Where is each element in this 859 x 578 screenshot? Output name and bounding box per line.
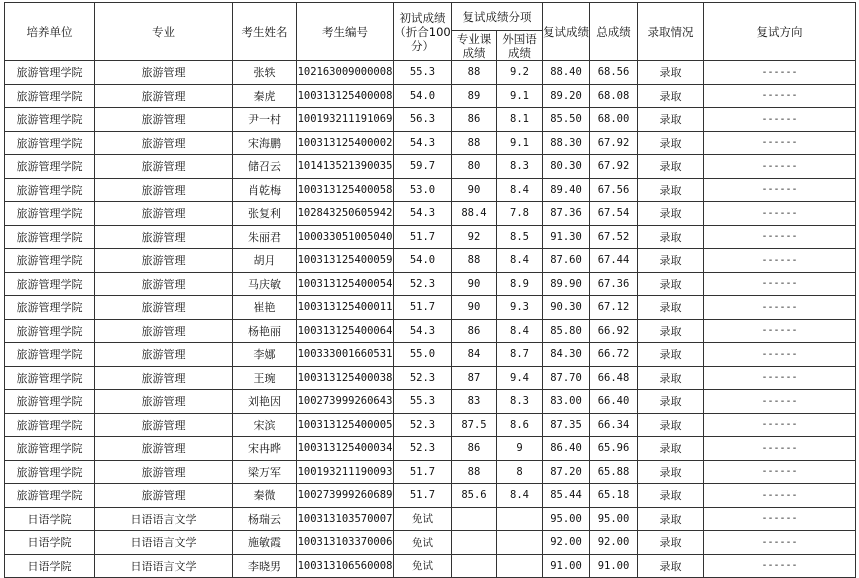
cell-foreign-score <box>497 507 543 531</box>
cell-retest-direction: ------ <box>704 296 856 320</box>
cell-initial-score: 54.3 <box>394 131 452 155</box>
cell-total-score: 92.00 <box>590 531 638 555</box>
cell-retest-score: 80.30 <box>543 155 590 179</box>
cell-foreign-score: 8.6 <box>497 413 543 437</box>
cell-retest-direction: ------ <box>704 249 856 273</box>
cell-admission-status: 录取 <box>638 108 704 132</box>
cell-initial-score: 51.7 <box>394 484 452 508</box>
cell-initial-score: 56.3 <box>394 108 452 132</box>
cell-major: 旅游管理 <box>95 460 233 484</box>
cell-professional-score: 89 <box>452 84 497 108</box>
cell-total-score: 66.92 <box>590 319 638 343</box>
table-row <box>5 484 856 508</box>
cell-unit: 旅游管理学院 <box>5 343 95 367</box>
cell-admission-status: 录取 <box>638 554 704 578</box>
cell-total-score: 67.54 <box>590 202 638 226</box>
cell-unit: 旅游管理学院 <box>5 178 95 202</box>
cell-candidate-name: 宋冉晔 <box>233 437 297 461</box>
cell-initial-score: 54.0 <box>394 249 452 273</box>
header-foreign-score: 外国语成绩 <box>497 31 543 61</box>
cell-unit: 旅游管理学院 <box>5 131 95 155</box>
cell-candidate-name: 张轶 <box>233 61 297 85</box>
cell-initial-score: 免试 <box>394 507 452 531</box>
cell-major: 日语语言文学 <box>95 507 233 531</box>
cell-retest-score: 85.44 <box>543 484 590 508</box>
table-row <box>5 296 856 320</box>
cell-candidate-number: 101413521390035 <box>297 155 394 179</box>
cell-candidate-number: 100193211190093 <box>297 460 394 484</box>
cell-foreign-score: 8.3 <box>497 155 543 179</box>
cell-professional-score: 88 <box>452 460 497 484</box>
cell-major: 旅游管理 <box>95 272 233 296</box>
cell-foreign-score: 8.1 <box>497 108 543 132</box>
cell-candidate-number: 100313125400005 <box>297 413 394 437</box>
cell-initial-score: 54.0 <box>394 84 452 108</box>
header-retest-score: 复试成绩 <box>543 3 590 61</box>
cell-retest-direction: ------ <box>704 155 856 179</box>
cell-foreign-score: 8 <box>497 460 543 484</box>
cell-foreign-score <box>497 531 543 555</box>
cell-total-score: 91.00 <box>590 554 638 578</box>
cell-candidate-number: 100333001660531 <box>297 343 394 367</box>
cell-professional-score <box>452 554 497 578</box>
cell-major: 旅游管理 <box>95 366 233 390</box>
cell-admission-status: 录取 <box>638 131 704 155</box>
cell-retest-direction: ------ <box>704 61 856 85</box>
table-row <box>5 84 856 108</box>
cell-total-score: 66.40 <box>590 390 638 414</box>
table-row <box>5 366 856 390</box>
cell-unit: 旅游管理学院 <box>5 61 95 85</box>
header-major: 专业 <box>95 3 233 61</box>
cell-major: 旅游管理 <box>95 155 233 179</box>
table-row <box>5 554 856 578</box>
cell-admission-status: 录取 <box>638 84 704 108</box>
cell-total-score: 67.56 <box>590 178 638 202</box>
cell-initial-score: 54.3 <box>394 202 452 226</box>
cell-foreign-score: 8.4 <box>497 319 543 343</box>
table-row <box>5 437 856 461</box>
cell-major: 旅游管理 <box>95 390 233 414</box>
cell-admission-status: 录取 <box>638 460 704 484</box>
cell-major: 旅游管理 <box>95 413 233 437</box>
cell-retest-direction: ------ <box>704 531 856 555</box>
table-row <box>5 178 856 202</box>
cell-retest-score: 83.00 <box>543 390 590 414</box>
cell-initial-score: 59.7 <box>394 155 452 179</box>
cell-unit: 日语学院 <box>5 531 95 555</box>
cell-total-score: 65.18 <box>590 484 638 508</box>
cell-professional-score: 88 <box>452 249 497 273</box>
table-row <box>5 343 856 367</box>
cell-candidate-name: 杨艳丽 <box>233 319 297 343</box>
cell-major: 旅游管理 <box>95 61 233 85</box>
cell-candidate-number: 100313125400011 <box>297 296 394 320</box>
cell-candidate-name: 李娜 <box>233 343 297 367</box>
cell-retest-score: 88.30 <box>543 131 590 155</box>
cell-retest-direction: ------ <box>704 178 856 202</box>
cell-foreign-score: 9.2 <box>497 61 543 85</box>
cell-retest-score: 86.40 <box>543 437 590 461</box>
cell-foreign-score: 7.8 <box>497 202 543 226</box>
cell-unit: 旅游管理学院 <box>5 296 95 320</box>
cell-major: 旅游管理 <box>95 131 233 155</box>
table-row <box>5 225 856 249</box>
cell-candidate-name: 储召云 <box>233 155 297 179</box>
cell-professional-score <box>452 531 497 555</box>
cell-initial-score: 53.0 <box>394 178 452 202</box>
cell-initial-score: 55.3 <box>394 61 452 85</box>
cell-major: 旅游管理 <box>95 225 233 249</box>
cell-retest-direction: ------ <box>704 225 856 249</box>
cell-foreign-score: 8.7 <box>497 343 543 367</box>
cell-major: 日语语言文学 <box>95 554 233 578</box>
cell-retest-direction: ------ <box>704 507 856 531</box>
cell-foreign-score: 8.3 <box>497 390 543 414</box>
cell-initial-score: 52.3 <box>394 366 452 390</box>
cell-candidate-number: 100313125400054 <box>297 272 394 296</box>
cell-professional-score: 88 <box>452 61 497 85</box>
cell-unit: 旅游管理学院 <box>5 249 95 273</box>
cell-total-score: 68.08 <box>590 84 638 108</box>
cell-admission-status: 录取 <box>638 366 704 390</box>
cell-candidate-number: 100313125400059 <box>297 249 394 273</box>
cell-candidate-name: 肖乾梅 <box>233 178 297 202</box>
cell-admission-status: 录取 <box>638 61 704 85</box>
cell-total-score: 67.36 <box>590 272 638 296</box>
cell-retest-score: 87.60 <box>543 249 590 273</box>
cell-candidate-name: 马庆敏 <box>233 272 297 296</box>
cell-retest-direction: ------ <box>704 460 856 484</box>
cell-professional-score: 88 <box>452 131 497 155</box>
cell-total-score: 67.92 <box>590 155 638 179</box>
cell-professional-score: 80 <box>452 155 497 179</box>
cell-total-score: 67.12 <box>590 296 638 320</box>
cell-major: 旅游管理 <box>95 296 233 320</box>
cell-candidate-name: 朱丽君 <box>233 225 297 249</box>
cell-candidate-number: 100313125400064 <box>297 319 394 343</box>
cell-admission-status: 录取 <box>638 343 704 367</box>
cell-candidate-name: 秦虎 <box>233 84 297 108</box>
cell-candidate-number: 100313106560008 <box>297 554 394 578</box>
cell-candidate-name: 宋滨 <box>233 413 297 437</box>
cell-initial-score: 52.3 <box>394 413 452 437</box>
table-header <box>5 3 856 61</box>
cell-admission-status: 录取 <box>638 249 704 273</box>
cell-retest-direction: ------ <box>704 202 856 226</box>
cell-retest-score: 91.00 <box>543 554 590 578</box>
cell-candidate-name: 王琬 <box>233 366 297 390</box>
cell-professional-score: 88.4 <box>452 202 497 226</box>
table-row <box>5 108 856 132</box>
cell-total-score: 65.88 <box>590 460 638 484</box>
header-name: 考生姓名 <box>233 3 297 61</box>
cell-retest-score: 85.80 <box>543 319 590 343</box>
cell-candidate-name: 崔艳 <box>233 296 297 320</box>
table-row <box>5 507 856 531</box>
cell-unit: 旅游管理学院 <box>5 319 95 343</box>
admission-results-sheet <box>4 2 856 578</box>
cell-major: 旅游管理 <box>95 437 233 461</box>
table-row <box>5 319 856 343</box>
cell-total-score: 66.48 <box>590 366 638 390</box>
cell-unit: 旅游管理学院 <box>5 460 95 484</box>
cell-retest-score: 92.00 <box>543 531 590 555</box>
cell-retest-score: 87.36 <box>543 202 590 226</box>
cell-retest-score: 95.00 <box>543 507 590 531</box>
cell-initial-score: 免试 <box>394 554 452 578</box>
cell-candidate-name: 刘艳因 <box>233 390 297 414</box>
cell-major: 旅游管理 <box>95 202 233 226</box>
cell-foreign-score: 9.1 <box>497 131 543 155</box>
cell-professional-score: 87.5 <box>452 413 497 437</box>
cell-professional-score <box>452 507 497 531</box>
cell-admission-status: 录取 <box>638 437 704 461</box>
cell-retest-direction: ------ <box>704 84 856 108</box>
cell-retest-score: 87.70 <box>543 366 590 390</box>
header-number: 考生编号 <box>297 3 394 61</box>
table-row <box>5 202 856 226</box>
cell-initial-score: 55.0 <box>394 343 452 367</box>
cell-foreign-score: 8.4 <box>497 484 543 508</box>
cell-professional-score: 87 <box>452 366 497 390</box>
cell-initial-score: 52.3 <box>394 272 452 296</box>
cell-total-score: 65.96 <box>590 437 638 461</box>
cell-admission-status: 录取 <box>638 178 704 202</box>
cell-unit: 旅游管理学院 <box>5 413 95 437</box>
cell-major: 日语语言文学 <box>95 531 233 555</box>
cell-admission-status: 录取 <box>638 319 704 343</box>
cell-retest-score: 87.20 <box>543 460 590 484</box>
cell-professional-score: 92 <box>452 225 497 249</box>
cell-unit: 旅游管理学院 <box>5 108 95 132</box>
cell-retest-score: 91.30 <box>543 225 590 249</box>
cell-candidate-name: 施敏霞 <box>233 531 297 555</box>
cell-unit: 日语学院 <box>5 507 95 531</box>
cell-candidate-number: 100313125400038 <box>297 366 394 390</box>
header-initial-score: 初试成绩（折合100分） <box>394 3 452 61</box>
header-total-score: 总成绩 <box>590 3 638 61</box>
cell-total-score: 95.00 <box>590 507 638 531</box>
cell-major: 旅游管理 <box>95 84 233 108</box>
cell-retest-direction: ------ <box>704 343 856 367</box>
cell-retest-score: 90.30 <box>543 296 590 320</box>
cell-candidate-name: 宋海鹏 <box>233 131 297 155</box>
cell-initial-score: 55.3 <box>394 390 452 414</box>
cell-retest-direction: ------ <box>704 108 856 132</box>
cell-professional-score: 90 <box>452 296 497 320</box>
cell-major: 旅游管理 <box>95 484 233 508</box>
cell-admission-status: 录取 <box>638 390 704 414</box>
header-professional-score: 专业课成绩 <box>452 31 497 61</box>
cell-initial-score: 51.7 <box>394 460 452 484</box>
cell-major: 旅游管理 <box>95 108 233 132</box>
cell-professional-score: 86 <box>452 319 497 343</box>
cell-admission-status: 录取 <box>638 531 704 555</box>
cell-initial-score: 52.3 <box>394 437 452 461</box>
cell-retest-score: 89.90 <box>543 272 590 296</box>
cell-foreign-score: 8.4 <box>497 178 543 202</box>
table-row <box>5 460 856 484</box>
cell-unit: 旅游管理学院 <box>5 155 95 179</box>
cell-unit: 旅游管理学院 <box>5 366 95 390</box>
cell-unit: 旅游管理学院 <box>5 225 95 249</box>
cell-professional-score: 85.6 <box>452 484 497 508</box>
table-row <box>5 155 856 179</box>
header-retest-breakdown: 复试成绩分项 <box>452 3 543 31</box>
cell-professional-score: 86 <box>452 437 497 461</box>
cell-retest-score: 87.35 <box>543 413 590 437</box>
cell-retest-direction: ------ <box>704 390 856 414</box>
table-row <box>5 531 856 555</box>
cell-candidate-number: 100313125400008 <box>297 84 394 108</box>
cell-initial-score: 免试 <box>394 531 452 555</box>
cell-admission-status: 录取 <box>638 225 704 249</box>
cell-retest-direction: ------ <box>704 131 856 155</box>
cell-candidate-number: 100273999260689 <box>297 484 394 508</box>
cell-candidate-name: 李晓男 <box>233 554 297 578</box>
cell-admission-status: 录取 <box>638 296 704 320</box>
cell-unit: 旅游管理学院 <box>5 484 95 508</box>
cell-total-score: 67.52 <box>590 225 638 249</box>
cell-initial-score: 54.3 <box>394 319 452 343</box>
cell-foreign-score: 9.4 <box>497 366 543 390</box>
cell-professional-score: 90 <box>452 272 497 296</box>
table-row <box>5 249 856 273</box>
cell-retest-score: 88.40 <box>543 61 590 85</box>
cell-foreign-score: 9 <box>497 437 543 461</box>
cell-professional-score: 83 <box>452 390 497 414</box>
cell-candidate-number: 102163009000008 <box>297 61 394 85</box>
cell-retest-direction: ------ <box>704 319 856 343</box>
cell-foreign-score: 9.3 <box>497 296 543 320</box>
cell-candidate-number: 102843250605942 <box>297 202 394 226</box>
cell-unit: 旅游管理学院 <box>5 272 95 296</box>
cell-major: 旅游管理 <box>95 343 233 367</box>
cell-admission-status: 录取 <box>638 155 704 179</box>
cell-major: 旅游管理 <box>95 178 233 202</box>
cell-candidate-number: 100193211191069 <box>297 108 394 132</box>
cell-admission-status: 录取 <box>638 484 704 508</box>
table-row <box>5 413 856 437</box>
cell-unit: 旅游管理学院 <box>5 390 95 414</box>
cell-unit: 日语学院 <box>5 554 95 578</box>
cell-retest-direction: ------ <box>704 437 856 461</box>
cell-total-score: 68.56 <box>590 61 638 85</box>
cell-foreign-score: 8.4 <box>497 249 543 273</box>
cell-retest-score: 85.50 <box>543 108 590 132</box>
cell-retest-score: 89.20 <box>543 84 590 108</box>
cell-major: 旅游管理 <box>95 319 233 343</box>
cell-retest-direction: ------ <box>704 272 856 296</box>
cell-candidate-number: 100313125400034 <box>297 437 394 461</box>
cell-retest-direction: ------ <box>704 484 856 508</box>
cell-total-score: 68.00 <box>590 108 638 132</box>
cell-candidate-number: 100313103570007 <box>297 507 394 531</box>
cell-professional-score: 90 <box>452 178 497 202</box>
cell-candidate-number: 100273999260643 <box>297 390 394 414</box>
cell-candidate-number: 100313125400058 <box>297 178 394 202</box>
cell-candidate-name: 杨瑞云 <box>233 507 297 531</box>
cell-foreign-score <box>497 554 543 578</box>
cell-retest-score: 89.40 <box>543 178 590 202</box>
cell-retest-direction: ------ <box>704 413 856 437</box>
cell-professional-score: 84 <box>452 343 497 367</box>
cell-candidate-name: 张复利 <box>233 202 297 226</box>
cell-total-score: 67.92 <box>590 131 638 155</box>
cell-retest-direction: ------ <box>704 366 856 390</box>
cell-candidate-name: 尹一村 <box>233 108 297 132</box>
header-direction: 复试方向 <box>704 3 856 61</box>
cell-candidate-number: 100033051005040 <box>297 225 394 249</box>
cell-retest-score: 84.30 <box>543 343 590 367</box>
cell-foreign-score: 8.5 <box>497 225 543 249</box>
cell-admission-status: 录取 <box>638 202 704 226</box>
cell-candidate-name: 秦微 <box>233 484 297 508</box>
header-unit: 培养单位 <box>5 3 95 61</box>
cell-candidate-number: 100313103370006 <box>297 531 394 555</box>
cell-unit: 旅游管理学院 <box>5 84 95 108</box>
table-row <box>5 131 856 155</box>
cell-total-score: 66.72 <box>590 343 638 367</box>
table-row <box>5 390 856 414</box>
cell-total-score: 67.44 <box>590 249 638 273</box>
cell-major: 旅游管理 <box>95 249 233 273</box>
cell-unit: 旅游管理学院 <box>5 202 95 226</box>
table-row <box>5 61 856 85</box>
table-row <box>5 272 856 296</box>
cell-admission-status: 录取 <box>638 507 704 531</box>
cell-candidate-number: 100313125400002 <box>297 131 394 155</box>
admission-results-table <box>4 2 856 578</box>
cell-foreign-score: 9.1 <box>497 84 543 108</box>
header-admission: 录取情况 <box>638 3 704 61</box>
cell-admission-status: 录取 <box>638 413 704 437</box>
cell-candidate-name: 梁万军 <box>233 460 297 484</box>
cell-total-score: 66.34 <box>590 413 638 437</box>
cell-candidate-name: 胡月 <box>233 249 297 273</box>
cell-initial-score: 51.7 <box>394 225 452 249</box>
cell-professional-score: 86 <box>452 108 497 132</box>
table-body <box>5 61 856 578</box>
cell-initial-score: 51.7 <box>394 296 452 320</box>
cell-foreign-score: 8.9 <box>497 272 543 296</box>
cell-admission-status: 录取 <box>638 272 704 296</box>
cell-retest-direction: ------ <box>704 554 856 578</box>
cell-unit: 旅游管理学院 <box>5 437 95 461</box>
